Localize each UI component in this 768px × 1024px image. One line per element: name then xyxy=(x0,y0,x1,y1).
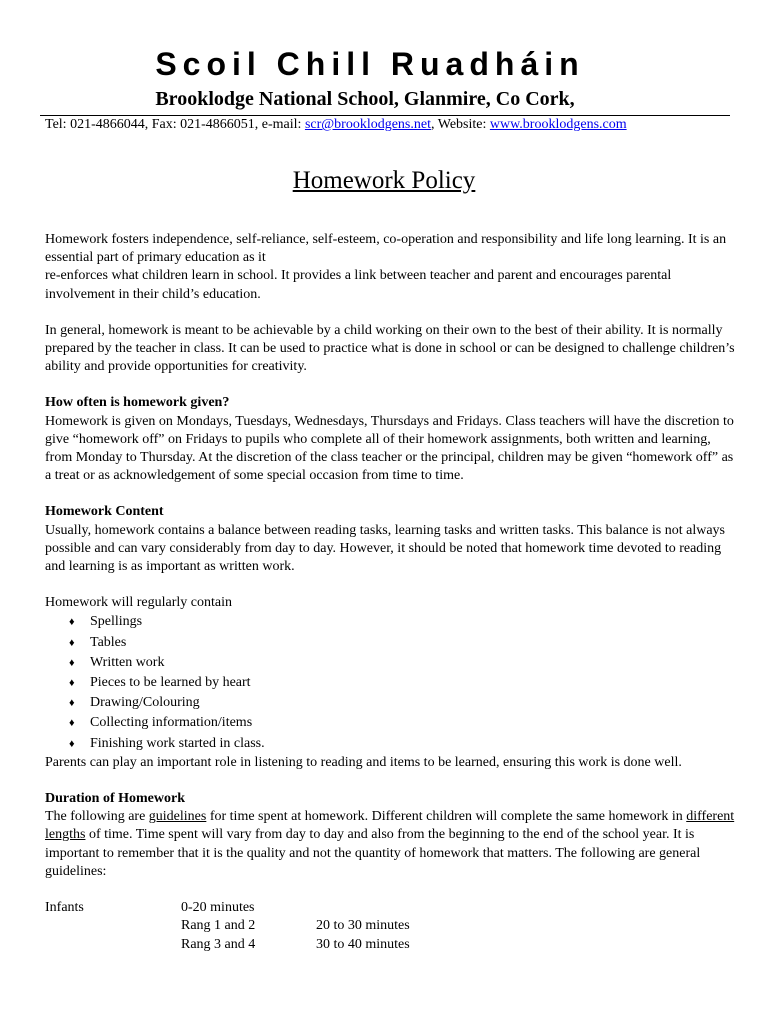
duration-table xyxy=(45,899,410,954)
parents-text: Parents can play an important role in listening to reading and items to be learned, ensuring this work is done well. xyxy=(45,754,682,770)
table-cell: 20 to 30 minutes xyxy=(316,918,410,934)
diamond-bullet-icon: ♦ xyxy=(69,636,75,649)
diamond-bullet-icon: ♦ xyxy=(69,677,75,690)
list-item: ♦ Spellings xyxy=(69,612,735,632)
document-body xyxy=(45,231,735,954)
table-cell xyxy=(316,899,410,917)
list-item: ♦ Collecting information/items xyxy=(69,713,735,733)
table-cell: Rang 1 and 2 xyxy=(181,918,256,934)
contact-line xyxy=(45,116,627,134)
contact-prefix: Tel: 021-4866044, Fax: 021-4866051, e-mail: xyxy=(45,117,305,132)
list-item: ♦ Written work xyxy=(69,653,735,673)
table-cell xyxy=(45,917,181,935)
list-item: ♦ Tables xyxy=(69,633,735,653)
website-link[interactable]: www.brooklodgens.com xyxy=(489,117,627,132)
list-item: ♦ Pieces to be learned by heart xyxy=(69,673,735,693)
how-often-text: Homework is given on Mondays, Tuesdays, Wednesdays, Thursdays and Fridays. Class teachers will have the discretion to give “homework off” on Fridays to pupils who complete all of their homework assignments, both written and learning, from Monday to Thursday. At the discretion of the class teacher or the principal, children may be given “homework off” as a treat or as acknowledgement of some special occasion from time to time. xyxy=(45,413,734,484)
intro-line-1: Homework fosters independence, self-reliance, self-esteem, co-operation and responsibility and life long learning. It is an essential part of primary education as it xyxy=(45,232,727,266)
table-row xyxy=(45,899,410,917)
email-link[interactable]: scr@brooklodgens.net xyxy=(304,117,431,132)
website-prefix: , Website: xyxy=(430,117,490,132)
school-name: Scoil Chill Ruadháin xyxy=(155,46,585,82)
diamond-bullet-icon: ♦ xyxy=(69,737,75,750)
homework-list xyxy=(45,612,735,753)
school-subtitle: Brooklodge National School, Glanmire, Co Cork, xyxy=(155,88,575,110)
table-cell: Rang 3 and 4 xyxy=(181,936,256,952)
table-cell: 30 to 40 minutes xyxy=(316,936,410,952)
duration-text: The following are guidelines for time spent at homework. Different children will complete the same homework in different lengths of time. Time spent will vary from day to day and also from the beginning to the end of the school year. It is important to remember that it is the quality and not the quantity of homework that matters. The following are general guidelines: xyxy=(45,809,735,879)
diamond-bullet-icon: ♦ xyxy=(69,697,75,710)
duration-heading: Duration of Homework xyxy=(45,791,185,807)
content-text: Usually, homework contains a balance between reading tasks, learning tasks and written tasks. This balance is not always possible and can vary considerably from day to day. However, it should be noted that homework time devoted to reading and learning is as important as written work. xyxy=(45,522,725,575)
list-item: ♦ Finishing work started in class. xyxy=(69,734,735,754)
table-cell xyxy=(45,936,181,954)
intro-paragraph-2: In general, homework is meant to be achievable by a child working on their own to the best of their ability. It is normally prepared by the teacher in class. It can be used to practice what is done in school or can be designed to challenge children’s ability and provide opportunities for creativity. xyxy=(45,322,735,375)
how-often-heading: How often is homework given? xyxy=(45,395,230,411)
page-title: Homework Policy xyxy=(292,167,476,194)
diamond-bullet-icon: ♦ xyxy=(69,656,75,669)
content-heading: Homework Content xyxy=(45,504,164,520)
table-row xyxy=(45,917,410,935)
list-item: ♦ Drawing/Colouring xyxy=(69,693,735,713)
different-lengths-phrase: different lengths xyxy=(45,809,735,843)
diamond-bullet-icon: ♦ xyxy=(69,616,75,629)
table-cell: 0-20 minutes xyxy=(181,900,255,916)
table-cell: Infants xyxy=(45,900,84,916)
guidelines-word: guidelines xyxy=(148,809,207,825)
intro-line-2: re-enforces what children learn in school. It provides a link between teacher and parent and encourages parental involvement in their child’s education. xyxy=(45,268,672,302)
list-intro: Homework will regularly contain xyxy=(45,595,233,611)
diamond-bullet-icon: ♦ xyxy=(69,717,75,730)
table-row xyxy=(45,936,410,954)
